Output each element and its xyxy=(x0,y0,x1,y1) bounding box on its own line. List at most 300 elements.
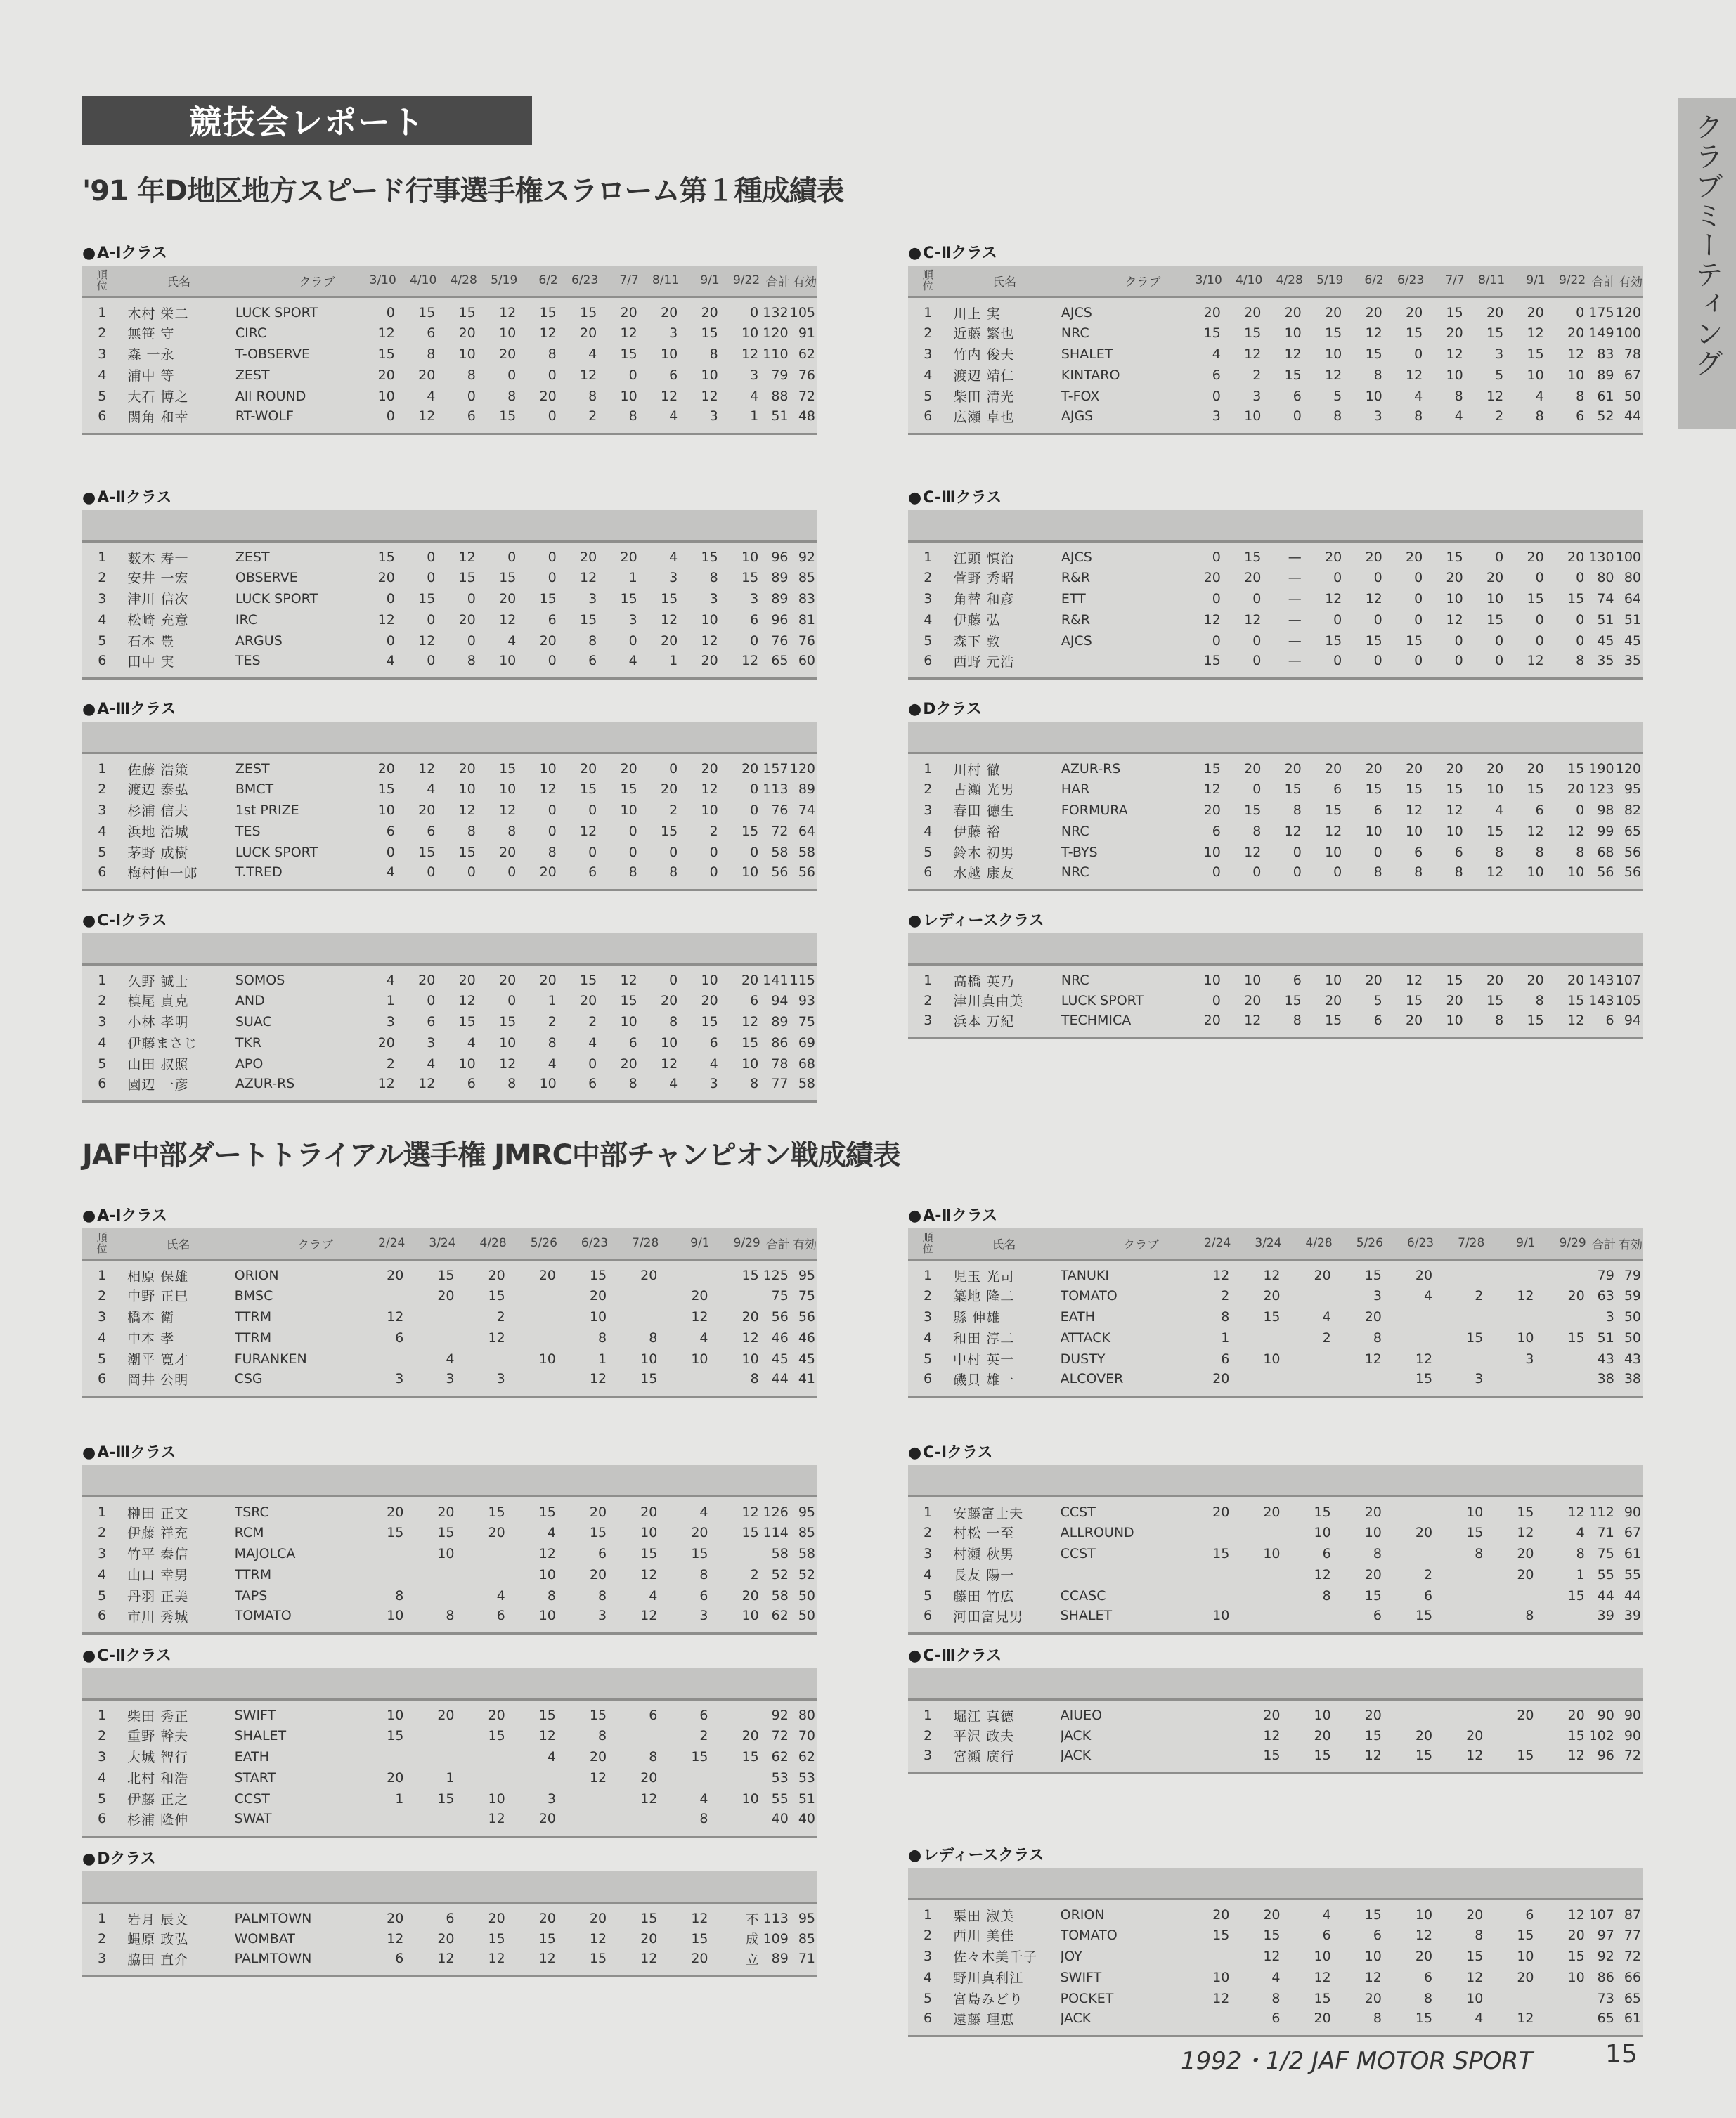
club-cell: EATH xyxy=(1060,1308,1096,1325)
score-cell: 10 xyxy=(1527,367,1544,383)
score-cell: 20 xyxy=(1486,761,1504,777)
column-header xyxy=(639,722,679,753)
driver-name-cell: 西野 元浩 xyxy=(953,654,1015,670)
score-cell: 8 xyxy=(507,388,517,404)
score-cell: 8 xyxy=(1414,408,1423,424)
table-row xyxy=(908,964,1643,990)
score-cell: 15 xyxy=(1527,1013,1544,1028)
results-table-block xyxy=(908,1844,1643,2037)
score-cell: 0 xyxy=(1252,632,1262,649)
score-cell: 20 xyxy=(661,632,678,649)
class-label xyxy=(908,1644,1643,1668)
score-cell: 20 xyxy=(1244,992,1262,1008)
column-header xyxy=(659,1668,709,1699)
column-header xyxy=(679,510,719,541)
score-cell xyxy=(1282,1285,1333,1306)
score-cell: 15 xyxy=(1486,611,1504,628)
score-cell: 12 xyxy=(538,1951,556,1966)
score-cell: 20 xyxy=(1314,1268,1331,1283)
score-cell: 20 xyxy=(1263,1907,1281,1923)
score-cell: — xyxy=(1288,611,1302,628)
club-cell: T.TRED xyxy=(235,864,283,880)
score-cell: 15 xyxy=(437,1268,455,1283)
results-table-block xyxy=(908,242,1643,435)
bullet-icon: ● xyxy=(82,245,96,262)
rank-cell: 3 xyxy=(98,1748,107,1765)
driver-name-cell: 槙尾 貞克 xyxy=(127,994,189,1009)
score-cell: 10 xyxy=(499,653,517,668)
valid-cell: 85 xyxy=(798,1524,815,1540)
column-header: 3/10 xyxy=(1195,273,1222,288)
rank-cell: 1 xyxy=(98,1268,107,1283)
score-cell: 20 xyxy=(1244,305,1262,320)
driver-name-cell: 竹内 俊夫 xyxy=(953,347,1015,363)
score-cell: 0 xyxy=(427,569,436,585)
score-cell: 20 xyxy=(387,1505,404,1520)
column-header xyxy=(710,1871,760,1902)
score-cell: 6 xyxy=(1293,973,1302,988)
rank-cell: 3 xyxy=(924,802,933,818)
total-cell: 112 xyxy=(1588,1505,1614,1520)
score-cell: 8 xyxy=(507,1076,517,1091)
class-label xyxy=(908,1441,1643,1465)
column-header xyxy=(477,722,517,753)
score-cell: 0 xyxy=(1293,864,1302,880)
score-cell: 15 xyxy=(620,781,637,797)
score-cell: 20 xyxy=(499,590,517,606)
score-cell xyxy=(405,1564,455,1585)
bullet-icon: ● xyxy=(908,245,922,262)
rank-cell: 1 xyxy=(98,1911,107,1926)
score-cell: 4 xyxy=(1475,2010,1484,2026)
column-header xyxy=(1424,722,1464,753)
valid-cell: 120 xyxy=(1615,761,1641,777)
score-cell: 10 xyxy=(499,1034,517,1051)
score-cell: 12 xyxy=(589,1930,607,1947)
driver-name-cell: 児玉 光司 xyxy=(953,1268,1015,1285)
score-cell xyxy=(405,1306,455,1327)
table-row xyxy=(82,821,817,842)
column-header xyxy=(235,722,356,753)
class-name: レディースクラス xyxy=(923,912,1044,930)
score-cell: 10 xyxy=(1263,1545,1281,1561)
driver-name-cell: 村松 一至 xyxy=(953,1526,1015,1541)
score-cell: 8 xyxy=(750,1076,759,1091)
score-cell: 20 xyxy=(1365,305,1382,320)
score-cell: 12 xyxy=(691,1911,708,1926)
score-cell: 12 xyxy=(1263,1948,1281,1964)
column-header xyxy=(1181,933,1222,964)
page-number: 15 xyxy=(1605,2040,1638,2069)
table-header-row xyxy=(82,1228,817,1259)
score-cell xyxy=(1333,1370,1383,1397)
score-cell: 10 xyxy=(741,1608,759,1623)
score-cell: 10 xyxy=(387,1708,404,1723)
score-cell: 15 xyxy=(377,346,395,362)
valid-cell: 76 xyxy=(798,367,815,383)
score-cell: 3 xyxy=(628,611,637,628)
valid-cell: 80 xyxy=(798,1708,815,1723)
score-cell: 20 xyxy=(1284,305,1302,320)
total-cell: 56 xyxy=(1597,864,1614,880)
column-header: 5/19 xyxy=(1316,273,1344,288)
score-cell: 3 xyxy=(1495,346,1504,362)
valid-cell: 59 xyxy=(1624,1287,1641,1304)
column-header: 6/2 xyxy=(1364,273,1384,288)
score-cell xyxy=(557,1810,608,1837)
table-header-row xyxy=(908,1668,1643,1699)
column-header xyxy=(557,1465,608,1496)
column-header xyxy=(1222,933,1262,964)
total-cell: 75 xyxy=(771,1287,789,1304)
score-cell: 8 xyxy=(1576,844,1585,860)
score-cell: 12 xyxy=(1527,823,1544,839)
table-row xyxy=(908,386,1643,407)
score-cell: 20 xyxy=(488,1911,505,1926)
club-cell: HAR xyxy=(1061,781,1090,797)
score-cell: 8 xyxy=(1333,408,1342,424)
score-cell: 6 xyxy=(1414,844,1423,860)
score-cell: 10 xyxy=(741,1055,759,1072)
score-cell xyxy=(1434,1306,1484,1327)
score-cell: 15 xyxy=(488,1727,505,1743)
class-label xyxy=(908,1204,1643,1228)
score-cell: 12 xyxy=(1567,346,1585,362)
score-cell: 4 xyxy=(1454,408,1463,424)
score-cell: 15 xyxy=(539,305,557,320)
column-header: クラブ xyxy=(1125,275,1161,290)
score-cell: 15 xyxy=(589,1524,607,1540)
driver-name-cell: 相原 保雄 xyxy=(127,1268,189,1285)
class-label xyxy=(82,242,817,266)
score-cell: 8 xyxy=(588,632,597,649)
valid-cell: 72 xyxy=(1624,1748,1641,1763)
column-header xyxy=(710,1465,760,1496)
score-cell: 15 xyxy=(538,1505,556,1520)
total-cell: 52 xyxy=(771,1566,789,1583)
table-header-row xyxy=(908,933,1643,964)
score-cell: 0 xyxy=(1495,632,1504,649)
valid-cell: 41 xyxy=(798,1371,815,1386)
score-cell: 8 xyxy=(1373,864,1382,880)
score-cell: 20 xyxy=(1446,569,1463,585)
column-header xyxy=(122,510,235,541)
score-cell: 20 xyxy=(1567,325,1585,341)
valid-cell: 64 xyxy=(798,823,815,839)
column-header: クラブ xyxy=(1123,1237,1160,1252)
score-cell: 20 xyxy=(1325,305,1342,320)
column-header: 5/26 xyxy=(1356,1236,1383,1251)
driver-name-cell: 久野 誠士 xyxy=(127,973,189,989)
score-cell: 15 xyxy=(580,781,597,797)
score-cell xyxy=(608,1306,659,1327)
score-cell: 20 xyxy=(1567,973,1585,988)
score-cell: 12 xyxy=(741,1505,759,1520)
valid-cell: 105 xyxy=(1615,992,1641,1008)
score-cell: 10 xyxy=(1567,864,1585,880)
rank-cell: 1 xyxy=(98,761,107,777)
score-cell: 10 xyxy=(1314,1524,1331,1540)
club-cell: 1st PRIZE xyxy=(235,802,299,818)
score-cell: 10 xyxy=(589,1308,607,1325)
score-cell: 12 xyxy=(741,653,759,668)
table-row xyxy=(82,753,817,779)
club-cell: ATTACK xyxy=(1060,1330,1110,1346)
score-cell: 8 xyxy=(1322,1587,1331,1604)
table-header-row xyxy=(908,1465,1643,1496)
table-row xyxy=(908,1543,1643,1564)
score-cell: 12 xyxy=(1364,1351,1382,1367)
score-cell: 6 xyxy=(649,1708,658,1723)
score-cell xyxy=(354,1349,405,1370)
score-cell xyxy=(1434,1699,1484,1725)
column-header: 有効 xyxy=(1619,275,1643,290)
score-cell: 4 xyxy=(386,864,395,880)
class-name: C-Ⅰクラス xyxy=(97,912,167,930)
score-cell: 15 xyxy=(1415,1608,1433,1623)
score-cell: 成 xyxy=(745,1932,759,1947)
score-cell: 0 xyxy=(1495,653,1504,668)
valid-cell: 74 xyxy=(798,802,815,818)
table-row xyxy=(908,1259,1643,1285)
score-cell xyxy=(1180,1746,1231,1774)
score-cell: 12 xyxy=(1567,1013,1585,1028)
score-cell: 12 xyxy=(387,1930,404,1947)
score-cell: 0 xyxy=(588,802,597,818)
table-header-row xyxy=(82,510,817,541)
driver-name-cell: 橋本 衛 xyxy=(127,1310,175,1325)
column-header xyxy=(659,1871,709,1902)
score-cell: 15 xyxy=(620,346,637,362)
score-cell: 10 xyxy=(1244,973,1262,988)
score-cell: 0 xyxy=(1212,590,1221,606)
score-cell: 20 xyxy=(691,1287,708,1304)
score-cell: 1 xyxy=(628,569,637,585)
score-cell: 12 xyxy=(499,305,517,320)
driver-name-cell: 山口 幸男 xyxy=(127,1568,189,1583)
score-cell: 3 xyxy=(1212,408,1221,424)
column-header xyxy=(720,933,760,964)
score-cell: 12 xyxy=(661,388,678,404)
club-cell: SHALET xyxy=(234,1727,287,1743)
score-cell xyxy=(1180,1946,1231,1967)
score-cell: 12 xyxy=(1486,864,1504,880)
score-cell xyxy=(1536,1988,1586,2009)
score-cell: 15 xyxy=(1244,325,1262,341)
score-cell: 0 xyxy=(669,973,678,988)
score-cell: 4 xyxy=(548,1055,557,1072)
column-header: 2/24 xyxy=(1204,1236,1231,1251)
score-cell: 15 xyxy=(741,569,759,585)
bullet-icon: ● xyxy=(908,912,922,930)
score-cell: 4 xyxy=(1414,388,1423,404)
column-header xyxy=(122,1465,234,1496)
score-cell: 6 xyxy=(386,823,395,839)
driver-name-cell: 潮平 寛才 xyxy=(127,1352,189,1367)
score-cell: 3 xyxy=(1475,1371,1484,1386)
score-cell: 0 xyxy=(386,632,395,649)
valid-cell: 92 xyxy=(798,550,815,565)
score-cell xyxy=(659,1767,709,1788)
results-table-block xyxy=(82,1204,817,1398)
rank-cell: 6 xyxy=(98,1608,107,1623)
score-cell: 15 xyxy=(1406,781,1423,797)
score-cell: 15 xyxy=(701,325,718,341)
score-cell: 4 xyxy=(1495,802,1504,818)
score-cell: 0 xyxy=(548,408,557,424)
score-cell: 0 xyxy=(628,844,637,860)
score-cell: 6 xyxy=(1576,408,1585,424)
table-row xyxy=(82,365,817,386)
rank-cell: 4 xyxy=(924,611,933,628)
table-row xyxy=(908,1370,1643,1397)
total-cell: 71 xyxy=(1597,1524,1614,1540)
table-row xyxy=(82,800,817,821)
total-cell: 62 xyxy=(771,1748,789,1765)
score-cell xyxy=(1231,1327,1281,1349)
score-cell: 20 xyxy=(1364,1505,1382,1520)
total-cell: 141 xyxy=(763,973,789,988)
column-header xyxy=(1181,510,1222,541)
score-cell: 15 xyxy=(1325,1013,1342,1028)
score-cell: 10 xyxy=(1244,408,1262,424)
column-header xyxy=(1282,1868,1333,1899)
column-header xyxy=(659,1465,709,1496)
score-cell: 0 xyxy=(548,802,557,818)
score-cell: 15 xyxy=(499,761,517,777)
club-cell: LUCK SPORT xyxy=(235,844,318,860)
column-header xyxy=(1061,1668,1180,1699)
score-cell: 8 xyxy=(548,844,557,860)
score-cell: 12 xyxy=(640,1791,658,1807)
bullet-icon: ● xyxy=(82,1207,96,1225)
score-cell: 12 xyxy=(1365,590,1382,606)
column-header xyxy=(1262,933,1302,964)
score-cell: 12 xyxy=(488,1330,505,1346)
valid-cell: 107 xyxy=(1615,973,1641,988)
total-cell: 76 xyxy=(771,632,789,649)
column-header xyxy=(1384,933,1424,964)
table-row xyxy=(82,1543,817,1564)
score-cell: 10 xyxy=(387,1608,404,1623)
score-cell: 10 xyxy=(741,325,759,341)
score-cell xyxy=(1536,1349,1586,1370)
column-header xyxy=(82,1871,122,1902)
table-row xyxy=(82,1810,817,1837)
score-cell: 6 xyxy=(1373,802,1382,818)
score-cell: 20 xyxy=(580,992,597,1008)
score-cell: 20 xyxy=(1263,1505,1281,1520)
score-cell: 15 xyxy=(458,844,476,860)
column-header: 氏名 xyxy=(992,1237,1016,1252)
score-cell: 2 xyxy=(588,1013,597,1029)
club-cell: AZUR-RS xyxy=(1061,761,1121,777)
driver-name-cell: 茅野 成樹 xyxy=(127,845,189,861)
rank-cell: 1 xyxy=(98,550,107,565)
score-cell: 10 xyxy=(1517,1330,1534,1346)
rank-cell: 2 xyxy=(924,1727,933,1743)
driver-name-cell: 重野 幹夫 xyxy=(127,1729,189,1744)
column-header xyxy=(1343,510,1383,541)
score-cell: 8 xyxy=(699,1566,708,1583)
driver-name-cell: 菅野 秀昭 xyxy=(953,571,1015,586)
score-cell xyxy=(354,1810,405,1837)
valid-cell: 60 xyxy=(798,653,815,668)
club-cell: SWIFT xyxy=(1060,1969,1102,1985)
score-cell: 0 xyxy=(386,305,395,320)
column-header xyxy=(790,1871,817,1902)
section2-title: JAF中部ダートトライアル選手権 JMRC中部チャンピオン戦成績表 xyxy=(82,1139,900,1171)
score-cell xyxy=(1282,1370,1333,1397)
score-cell: 12 xyxy=(1527,653,1544,668)
total-cell: 89 xyxy=(771,1013,789,1029)
results-table-block xyxy=(82,242,817,435)
column-header: 6/2 xyxy=(538,273,558,288)
table-row xyxy=(908,1967,1643,1988)
driver-name-cell: 薮木 寿一 xyxy=(127,550,189,566)
score-cell: 4 xyxy=(699,1505,708,1520)
driver-name-cell: 柴田 秀正 xyxy=(127,1708,189,1724)
score-cell: 4 xyxy=(427,781,436,797)
table-row xyxy=(82,323,817,344)
table-row xyxy=(82,1349,817,1370)
score-cell: 20 xyxy=(589,1566,607,1583)
score-cell xyxy=(1434,1259,1484,1285)
valid-cell: 56 xyxy=(798,864,815,880)
score-cell: 3 xyxy=(709,1076,718,1091)
valid-cell: 50 xyxy=(798,1587,815,1604)
score-cell: 20 xyxy=(620,1055,637,1072)
score-cell: 12 xyxy=(691,1308,708,1325)
bullet-icon: ● xyxy=(82,701,96,718)
score-cell: 12 xyxy=(640,1608,658,1623)
score-cell: 12 xyxy=(661,611,678,628)
driver-name-cell: 大城 智行 xyxy=(127,1750,189,1765)
column-header xyxy=(354,1465,405,1496)
score-cell: 10 xyxy=(1365,823,1382,839)
score-cell: 10 xyxy=(377,802,395,818)
score-cell: 4 xyxy=(507,632,517,649)
score-cell: 20 xyxy=(1203,305,1221,320)
score-cell: 12 xyxy=(580,367,597,383)
column-header xyxy=(1546,722,1586,753)
rank-cell: 1 xyxy=(924,1505,933,1520)
column-header: クラブ xyxy=(299,275,335,290)
driver-name-cell: 佐々木美千子 xyxy=(953,1949,1038,1965)
column-header: 氏名 xyxy=(166,1237,190,1252)
score-cell: 1 xyxy=(446,1769,455,1786)
column-header: 6/23 xyxy=(1406,1236,1434,1251)
table-header-row xyxy=(82,266,817,297)
column-header xyxy=(436,722,477,753)
total-cell: 120 xyxy=(763,325,789,341)
score-cell: 8 xyxy=(669,1013,678,1029)
score-cell: 10 xyxy=(1212,1969,1230,1985)
score-cell: 15 xyxy=(488,1505,505,1520)
table-row xyxy=(82,1074,817,1102)
column-header xyxy=(947,1465,1060,1496)
valid-cell: 58 xyxy=(798,1545,815,1561)
score-cell xyxy=(405,1746,455,1767)
section-banner: 競技会レポート xyxy=(82,96,532,145)
column-header xyxy=(558,933,598,964)
score-cell: 20 xyxy=(1527,761,1544,777)
club-cell: ALCOVER xyxy=(1060,1371,1124,1386)
score-cell: 12 xyxy=(458,802,476,818)
score-cell: 12 xyxy=(458,550,476,565)
score-cell: 4 xyxy=(1424,1287,1433,1304)
score-cell: 3 xyxy=(547,1791,556,1807)
